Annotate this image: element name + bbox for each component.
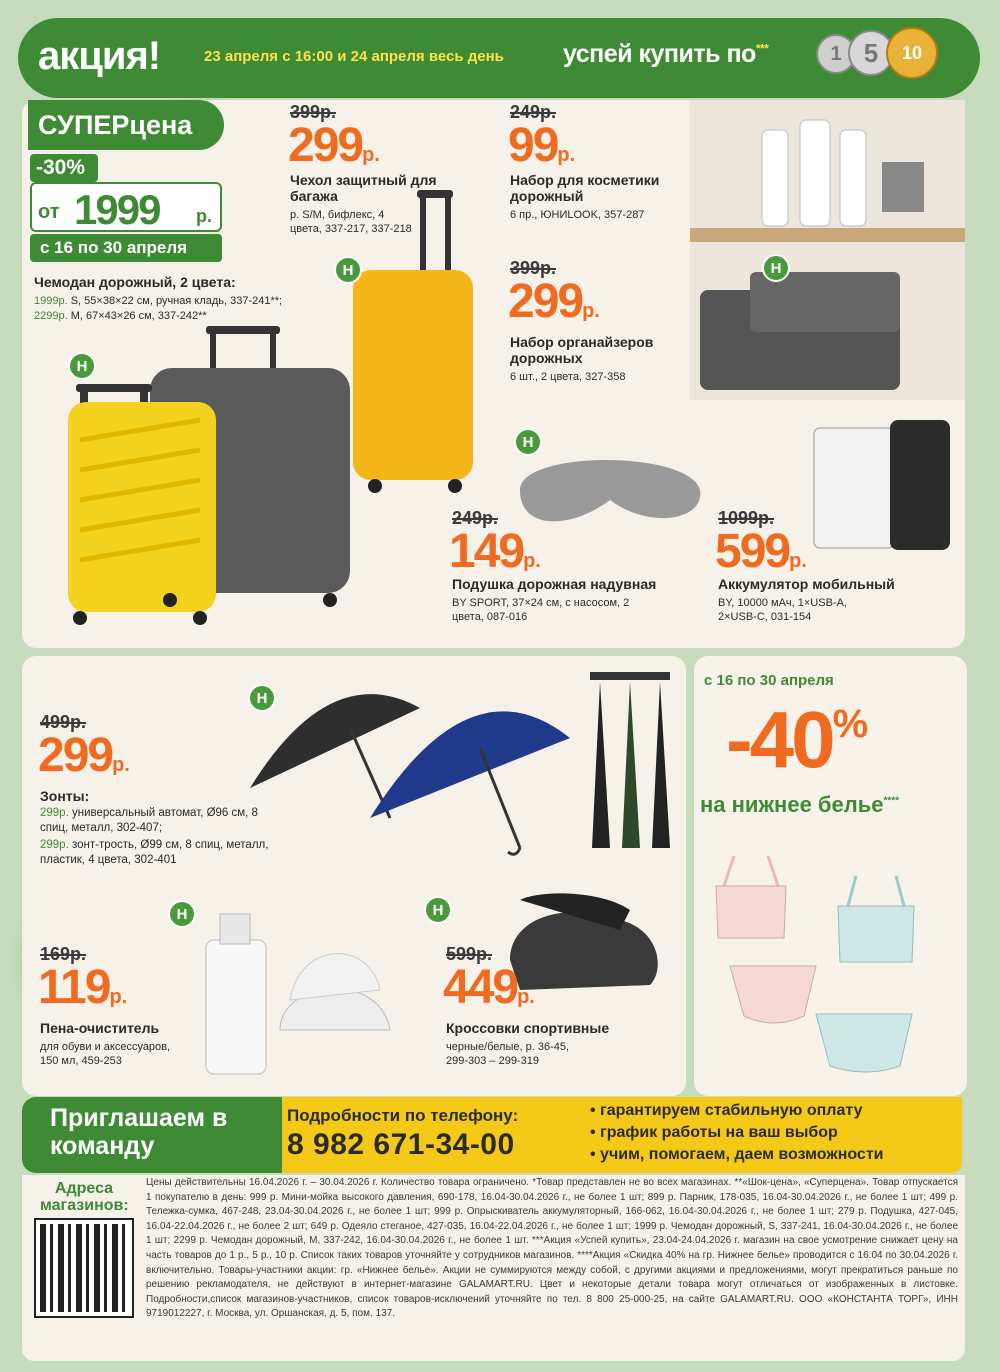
perk-item: • учим, помогаем, даем возможности	[590, 1144, 884, 1166]
new-badge-icon: Н	[424, 896, 452, 924]
umbrella-old-price: 499р.	[40, 712, 87, 732]
new-badge-icon: Н	[68, 352, 96, 380]
suitcase-line-m: 2299р. M, 67×43×26 см, 337-242**	[34, 310, 207, 322]
suitcase-price: 1999	[74, 186, 160, 233]
new-badge-icon: Н	[248, 684, 276, 712]
sneakers-old-price: 599р.	[446, 944, 493, 964]
currency: р.	[196, 206, 212, 226]
organizer-image	[690, 100, 965, 400]
suitcase-title: Чемодан дорожный, 2 цвета:	[34, 274, 236, 290]
suitcase-price-box	[30, 182, 222, 232]
umbrella-line-1: 299р. универсальный автомат, Ø96 см, 8 спиц, металл, 302-407;	[40, 807, 258, 834]
coin-10-icon: 10	[886, 27, 938, 79]
powerbank-old-price: 1099р.	[718, 508, 775, 528]
organizer-title: Набор органайзеров дорожных	[510, 334, 654, 366]
coin-5-icon: 5	[848, 30, 894, 76]
organizer-old-price: 399р.	[510, 258, 557, 278]
foam-title: Пена-очиститель	[40, 1020, 160, 1036]
phone-label: Подробности по телефону:	[287, 1106, 519, 1125]
sale-percent: -40%	[726, 695, 866, 784]
cover-price: 299р.	[288, 119, 380, 172]
new-badge-icon: Н	[334, 256, 362, 284]
cosmetic-price: 99р.	[508, 119, 576, 172]
discount-badge: -30%	[30, 154, 98, 182]
pillow-desc: BY SPORT, 37×24 см, с насосом, 2 цвета, 087-016	[452, 597, 630, 623]
foam-desc: для обуви и аксессуаров, 150 мл, 459-253	[40, 1041, 171, 1067]
superprice-label: СУПЕРцена	[28, 100, 224, 150]
umbrella-price: 299р.	[38, 729, 130, 782]
cosmetic-title: Набор для косметики дорожный	[510, 172, 660, 204]
foam-price: 119р.	[38, 961, 128, 1014]
cosmetic-desc: 6 пр., ЮНИLOOK, 357-287	[510, 209, 645, 221]
suitcase-line-s: 1999р. S, 55×38×22 см, ручная кладь, 337-241**;	[34, 295, 283, 307]
cover-title: Чехол защитный для багажа	[290, 172, 437, 204]
umbrella-line-2: 299р. зонт-трость, Ø99 см, 8 спиц, металл, пластик, 4 цвета, 302-401	[40, 839, 269, 866]
store-addresses-label: Адреса магазинов:	[40, 1180, 129, 1214]
pillow-title: Подушка дорожная надувная	[452, 576, 657, 592]
suitcases-image	[60, 320, 360, 630]
cover-old-price: 399р.	[290, 102, 337, 122]
coin-1-icon: 1	[816, 34, 856, 74]
powerbank-title: Аккумулятор мобильный	[718, 576, 895, 592]
from-label: от	[38, 201, 60, 223]
umbrellas-image	[240, 668, 680, 868]
luggage-cover-image	[345, 190, 475, 500]
phone-number[interactable]: 8 982 671-34-00	[287, 1128, 515, 1161]
organizer-price: 299р.	[508, 275, 600, 328]
pillow-price: 149р.	[449, 525, 541, 578]
qr-code-icon[interactable]	[36, 1220, 132, 1316]
sale-text: на нижнее белье****	[700, 792, 900, 817]
superprice-dates: с 16 по 30 апреля	[30, 234, 222, 262]
sneakers-title: Кроссовки спортивные	[446, 1020, 610, 1036]
recruit-invite: Приглашаем в команду	[50, 1104, 228, 1160]
foam-cleaner-image	[200, 910, 400, 1080]
cosmetic-old-price: 249р.	[510, 102, 557, 122]
organizer-desc: 6 шт., 2 цвета, 327-358	[510, 371, 626, 383]
powerbank-desc: BY, 10000 мАч, 1×USB-A, 2×USB-C, 031-154	[718, 597, 847, 623]
foam-old-price: 169р.	[40, 944, 87, 964]
underwear-image	[706, 846, 960, 1082]
powerbank-price: 599р.	[715, 525, 807, 578]
legal-text: Цены действительны 16.04.2026 г. – 30.04.2026 г. Количество товара ограничено. *Товар представлен не во всех магазинах. **«Шок-цена», «Суперцена». Товар отпускается 1 покупателю в день: 999 р. Мини-мойка высокого давления, 690-178, 16.04-30.04.2026 г., не более 1 шт; 899 р. Парник, 178-035, 16.04-30.04.2026 г., не более 1 шт; 499 р. Тележка-сумка, 467-248, 23.04-30.04.2026 г., не более 1 шт; 999 р. Опрыскиватель аккумуляторный, 166-062, 16.04-30.04.2026 г., не более 1 шт; 279 р. Подушка, 427-045, 16.04-22.04.2026 г., не более 2 шт; 649 р. Одеяло стеганое, 427-035, 16.04-22.04.2026 г., не более 1 шт; 1999 р. Чемодан дорожный, S, 337-241, 16.04-30.04.2026 г., не более 1 шт; 2299 р. Чемодан дорожный, M, 337-242, 16.04-30.04.2026 г., не более 1 шт. ***Акция «Успей купить», 23.04-24.04.2026 г. магазин на свое усмотрение снижает цену на часть товаров до 1 р., 5 р., 10 р. Список таких товаров уточняйте у сотрудников магазинов. ****Акция «Скидка 40% на гр. Нижнее белье» проводится с 16.04 по 30.04.2026 г. включительно. Товары-участники акции: гр. «Нижнее белье». Акции не суммируются между собой, с другими акциями и предложениями, могут прекратиться раньше по решению рекламодателя, не действуют в интернет-магазине GALAMART.RU. Цвет и некоторые детали товара могут отличаться от изображенных в листовке. Подробности,список магазинов-участников, список товаров-исключений уточняйте по тел. 8 800 25-000-25, на сайте GALAMART.RU. ООО «КОНСТАНТА ТОРГ», ИНН 9719012227, г. Москва, ул. Оршанская, д. 5, пом. 137.	[146, 1177, 958, 1320]
recruit-perks	[590, 1100, 884, 1166]
new-badge-icon: Н	[168, 900, 196, 928]
new-badge-icon: Н	[762, 254, 790, 282]
sneakers-price: 449р.	[443, 961, 535, 1014]
cover-desc: р. S/M, бифлекс, 4 цвета, 337-217, 337-218	[290, 209, 412, 235]
sale-dates: с 16 по 30 апреля	[704, 672, 834, 689]
powerbank-image	[810, 418, 960, 558]
perk-item: • гарантируем стабильную оплату	[590, 1100, 884, 1122]
new-badge-icon: Н	[514, 428, 542, 456]
header-dates: 23 апреля с 16:00 и 24 апреля весь день	[204, 48, 504, 65]
header-title: акция!	[38, 34, 161, 78]
header-slogan: успей купить по***	[563, 40, 769, 68]
umbrella-title: Зонты:	[40, 788, 90, 804]
perk-item: • график работы на ваш выбор	[590, 1122, 884, 1144]
sneakers-desc: черные/белые, р. 36-45, 299-303 – 299-319	[446, 1041, 570, 1067]
pillow-old-price: 249р.	[452, 508, 499, 528]
